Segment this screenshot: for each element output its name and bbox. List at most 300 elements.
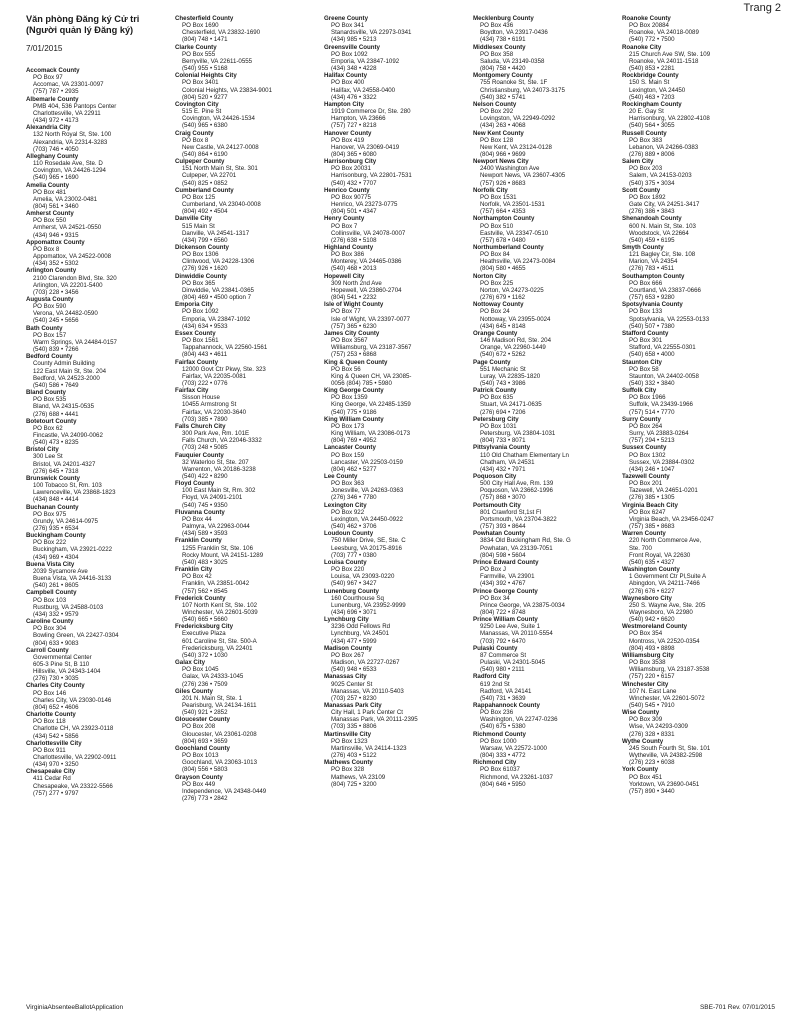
address-line: 300 Lee St [33,453,63,461]
registrar-entry [473,244,623,273]
address-line: 1 Government Ctr Pl,Suite A [629,573,707,581]
address-line: Surry, VA 23883-0264 [629,430,689,438]
address-line: 12000 Govt Ctr Pkwy, Ste. 323 [182,365,266,373]
registrar-entry [622,101,772,130]
address-line: PO Box 61037 [480,766,520,774]
registrar-entry [26,561,176,590]
locality-name: Radford City [473,673,510,681]
address-line: Farmville, VA 23901 [480,573,535,581]
address-line: Christiansburg, VA 24073-3175 [480,86,565,94]
address-line: (804) 492 • 4504 [182,208,228,216]
address-line: (804) 652 • 4606 [33,703,79,711]
address-line: (434) 799 • 6560 [182,236,228,244]
address-line: PO Box 358 [480,50,514,58]
address-line: 1255 Franklin St, Ste. 106 [182,544,254,552]
registrar-entry [622,623,772,652]
address-line: 300 Park Ave, Rm. 101E [182,430,250,438]
address-line: PO Box 208 [182,723,216,731]
address-line: (540) 635 • 4327 [629,558,675,566]
registrar-entry [473,673,623,702]
address-line: PO Box 125 [182,193,216,201]
locality-name: Grayson County [175,773,223,781]
registrar-entry [175,101,325,130]
address-line: 107 N. East Lane [629,687,677,695]
registrar-entry [175,273,325,302]
registrar-entry [473,273,623,302]
address-line: Galax, VA 24333-1045 [182,673,244,681]
address-line: (757) 664 • 4353 [480,208,526,216]
registrar-entry [26,589,176,618]
address-line: PO Box 922 [331,508,365,516]
locality-name: Prince George County [473,587,538,595]
locality-name: Alleghany County [26,152,79,160]
locality-name: Essex County [175,329,216,337]
address-line: PO Box 1966 [629,394,666,402]
address-line: Heathsville, VA 22473-0084 [480,258,556,266]
address-line: (276) 889 • 8006 [629,150,675,158]
locality-name: Lynchburg City [324,616,369,624]
address-line: PO Box 365 [182,279,216,287]
locality-name: Charles City County [26,682,85,690]
address-line: (434) 985 • 5213 [331,36,377,44]
address-line: 10455 Armstrong St [182,401,237,409]
registrar-entry [622,766,772,795]
address-line: Williamsburg, VA 23187-3538 [629,666,710,674]
address-line: (276) 783 • 4511 [629,265,675,273]
registrar-entry [473,15,623,44]
address-line: Fredericksburg, VA 22401 [182,644,253,652]
address-line: Sussex, VA 23884-0302 [629,458,695,466]
address-line: (540) 245 • 5656 [33,317,79,325]
address-line: Abingdon, VA 24211-7466 [629,580,700,588]
locality-name: Albemarle County [26,95,79,103]
locality-name: Botetourt County [26,417,77,425]
address-line: Alexandria, VA 22314-3283 [33,138,108,146]
address-line: PO Box 34 [480,594,510,602]
locality-name: Nelson County [473,100,517,108]
registrar-entry [324,673,474,702]
address-line: 9250 Lee Ave, Suite 1 [480,623,540,631]
address-line: PO Box 42 [182,573,212,581]
locality-name: Waynesboro City [622,594,672,602]
address-line: (757) 653 • 9280 [629,294,675,302]
address-line: Montross, VA 22520-0354 [629,637,700,645]
address-line: Leesburg, VA 20175-8916 [331,544,402,552]
address-line: (757) 727 • 8218 [331,122,377,130]
address-line: 100 East Main St, Rm. 302 [182,487,256,495]
address-line: Chesapeake, VA 23322-5566 [33,782,113,790]
address-line: Fairfax, VA 22035-0081 [182,372,247,380]
address-line: (540) 382 • 5741 [480,93,526,101]
address-line: (434) 634 • 9533 [182,322,228,330]
address-line: (540) 980 • 2111 [480,666,525,674]
address-line: PO Box 133 [629,308,663,316]
address-line: (540) 473 • 8235 [33,439,79,447]
address-line: (804) 580 • 4655 [480,265,526,273]
address-line: Buckingham, VA 23921-0222 [33,546,113,554]
registrar-entry [175,301,325,330]
registrar-entry [622,681,772,710]
address-line: (276) 688 • 4441 [33,410,79,418]
address-line: Portsmouth, VA 23704-3822 [480,515,557,523]
locality-name: Portsmouth City [473,501,521,509]
registrar-entry [324,72,474,101]
address-line: Winchester, VA 22601-5072 [629,694,705,702]
locality-name: Norton City [473,272,507,280]
address-line: PO Box 292 [480,108,514,116]
address-line: Staunton, VA 24402-0058 [629,372,699,380]
locality-name: Bristol City [26,446,59,454]
registrar-entry [26,446,176,475]
registrar-entry [324,158,474,187]
registrar-entry [473,416,623,445]
registrar-entry [26,182,176,211]
registrar-entry [175,72,325,101]
address-line: (804) 769 • 4952 [331,437,377,445]
address-line: (540) 775 • 9186 [331,408,377,416]
address-line: Virginia Beach, VA 23456-0247 [629,515,714,523]
address-line: Chatham, VA 24531 [480,458,535,466]
address-line: 755 Roanoke St, Ste. 1F [480,79,548,87]
registrar-entry [26,153,176,182]
address-line: PO Box 590 [33,303,67,311]
registrar-entry [622,15,772,44]
registrar-entry [26,532,176,561]
registrar-entry [622,187,772,216]
address-line: Lynchburg, VA 24501 [331,630,390,638]
address-line: PO Box 20884 [629,22,669,30]
address-line: 2400 Washington Ave [480,165,540,173]
locality-name: Madison County [324,644,372,652]
address-line: Hopewell, VA 23860-2704 [331,286,402,294]
locality-name: Floyd County [175,480,215,488]
locality-name: Warren County [622,530,666,538]
address-line: (434) 645 • 8148 [480,322,526,330]
address-line: 551 Mechanic St [480,365,526,373]
locality-name: Chesapeake City [26,768,76,776]
address-line: Wytheville, VA 24382-2598 [629,752,703,760]
address-line: PO Box 201 [629,480,663,488]
registrar-entry [324,588,474,617]
page-number: Trang 2 [743,2,781,14]
registrar-entry [622,130,772,159]
address-line: (804) 541 • 2232 [331,294,377,302]
address-line: (540) 422 • 8290 [182,473,228,480]
locality-name: Goochland County [175,744,230,752]
address-line: PO Box 666 [629,279,663,287]
address-line: PO Box 400 [331,79,365,87]
registrar-entry [473,645,623,674]
address-line: Eastville, VA 23347-0510 [480,229,549,237]
locality-name: Spotsylvania County [622,301,683,309]
address-line: Verona, VA 24482-0590 [33,310,98,318]
address-line: Lexington, VA 24450 [629,86,686,94]
address-line: (540) 459 • 6195 [629,236,675,244]
registrar-entry [324,101,474,130]
locality-name: Scott County [622,186,661,194]
address-line: Culpeper, VA 22701 [182,172,237,180]
address-line: Front Royal, VA 22630 [629,551,691,559]
address-line: 3834 Old Buckingham Rd, Ste. G [480,537,571,545]
locality-name: Bland County [26,389,66,397]
registrar-entry [175,130,325,159]
address-line: Tappahannock, VA 22560-1561 [182,344,268,352]
address-line: Rocky Mount, VA 24151-1289 [182,551,264,559]
address-line: PO Box 3538 [629,659,666,667]
address-line: Charles City, VA 23030-0146 [33,696,112,704]
locality-name: Wise County [622,709,660,717]
address-line: (804) 725 • 3200 [331,780,377,788]
locality-name: Poquoson City [473,473,517,480]
address-line: (276) 385 • 1305 [629,494,675,502]
locality-name: Petersburg City [473,415,519,423]
address-line: (434) 332 • 9579 [33,610,79,618]
address-line: (804) 561 • 3460 [33,202,79,210]
registrar-entry [26,353,176,389]
registrar-entry [175,244,325,273]
locality-name: Loudoun County [324,530,374,538]
address-line: 32 Waterloo St, Ste. 207 [182,458,249,466]
address-line: PO Box 1302 [629,451,666,459]
address-line: (276) 694 • 7206 [480,408,526,416]
registrar-entry [622,244,772,273]
locality-name: Caroline County [26,618,74,626]
locality-name: Frederick County [175,594,226,602]
registrar-entry [175,659,325,688]
registrar-entry [622,652,772,681]
registrar-entry [324,731,474,760]
address-line: Charlottesville, VA 22902-0911 [33,754,117,761]
address-line: (540) 483 • 3025 [182,558,228,566]
locality-name: Wythe County [622,737,664,745]
address-line: Executive Plaza [182,630,226,638]
locality-name: Colonial Heights City [175,72,237,80]
address-line: (804) 633 • 9083 [33,639,79,647]
address-line: PO Box 44 [182,515,212,523]
address-line: Spotsylvania, VA 22553-0133 [629,315,710,323]
address-line: Danville, VA 24541-1317 [182,229,250,237]
registrar-column-5 [622,15,772,795]
address-line: PO Box 62 [33,424,63,432]
registrar-entry [622,595,772,624]
address-line: (540) 665 • 5660 [182,616,228,624]
address-line: Petersburg, VA 23804-1031 [480,430,556,438]
address-line: Norfolk, VA 23501-1531 [480,201,545,209]
address-line: Warsaw, VA 22572-1000 [480,744,547,752]
locality-name: Shenandoah County [622,215,682,223]
address-line: (540) 965 • 6380 [182,122,228,130]
address-line: Lexington, VA 24450-0922 [331,515,403,523]
address-line: Stuart, VA 24171-0635 [480,401,542,409]
locality-name: Williamsburg City [622,651,674,659]
registrar-entry [622,301,772,330]
address-line: Norton, VA 24273-0225 [480,286,544,294]
registrar-entry [324,44,474,73]
address-line: (804) 722 • 8748 [480,608,526,616]
address-line: Franklin, VA 23851-0042 [182,580,250,588]
address-line: Washington, VA 22747-0236 [480,716,558,724]
address-line: (434) 348 • 4228 [331,65,377,73]
address-line: (757) 365 • 6230 [331,322,377,330]
address-line: Amelia, VA 23002-0481 [33,195,98,203]
address-line: (540) 375 • 3034 [629,179,675,187]
address-line: PO Box 1000 [480,737,517,745]
registrar-entry [473,702,623,731]
address-line: Monterey, VA 24465-0386 [331,258,402,266]
registrar-entry [26,647,176,683]
registrar-entry [324,616,474,645]
address-line: King George, VA 22485-1359 [331,401,411,409]
locality-name: Prince William County [473,616,538,624]
registrar-entry [175,480,325,509]
locality-name: Campbell County [26,589,77,597]
address-line: County Admin Building [33,360,95,368]
address-line: PO Box 309 [629,716,663,724]
locality-name: Fairfax City [175,387,209,395]
locality-name: Pittsylvania County [473,444,530,452]
registrar-entry [175,15,325,44]
address-line: Hillsville, VA 24343-1404 [33,668,101,676]
registrar-entry [324,130,474,159]
registrar-entry [324,473,474,502]
address-line: (434) 738 • 6191 [480,36,526,44]
locality-name: Hopewell City [324,272,365,280]
registrar-entry [622,530,772,566]
address-line: (757) 253 • 6868 [331,351,377,359]
address-line: PO Box 128 [480,136,514,144]
registrar-entry [175,158,325,187]
address-line: (540) 825 • 0852 [182,179,228,187]
locality-name: Halifax County [324,72,367,80]
address-line: King & Queen CH, VA 23085- [331,372,412,380]
address-line: Buena Vista, VA 24416-3133 [33,575,112,583]
locality-name: Russell County [622,129,667,137]
registrar-entry [26,210,176,239]
address-line: Saluda, VA 23149-0358 [480,57,545,65]
address-line: PO Box 354 [629,630,663,638]
address-line: Stafford, VA 22555-0301 [629,344,696,352]
registrar-entry [473,301,623,330]
address-line: PO Box 103 [33,596,67,604]
address-line: (276) 328 • 8331 [629,730,675,738]
address-line: (804) 443 • 4611 [182,351,228,359]
address-line: 110 Rosedale Ave, Ste. D [33,160,103,168]
address-line: (540) 948 • 6533 [331,666,377,674]
locality-name: Suffolk City [622,387,657,395]
address-line: (434) 432 • 7971 [480,465,526,473]
address-line: Suffolk, VA 23439-1966 [629,401,693,409]
address-line: (540) 675 • 5380 [480,723,526,731]
page-title: Văn phòng Đăng ký Cử tri (Người quản lý Đăng ký) [26,14,140,35]
address-line: Lancaster, VA 22503-0159 [331,458,403,466]
address-line: (540) 745 • 9350 [182,501,228,509]
address-line: Williamsburg, VA 23187-3567 [331,344,412,352]
address-line: Collinsville, VA 24078-0007 [331,229,406,237]
locality-name: Manassas City [324,673,367,681]
address-line: (703) 335 • 8806 [331,723,377,731]
address-line: King William, VA 23086-0173 [331,430,411,438]
address-line: (434) 946 • 9315 [33,231,79,239]
registrar-entry [26,389,176,418]
address-line: 1919 Commerce Dr, Ste. 280 [331,108,411,116]
locality-name: Dinwiddie County [175,272,227,280]
address-line: PO Box 1092 [331,50,368,58]
address-line: 9025 Center St [331,680,373,688]
address-line: PO Box 146 [33,689,67,697]
registrar-entry [473,387,623,416]
address-line: (804) 598 • 5604 [480,551,526,559]
registrar-entry [324,273,474,302]
locality-name: Charlotte County [26,711,76,719]
address-line: PO Box 911 [33,746,66,754]
locality-name: Lunenburg County [324,587,379,595]
address-line: (434) 969 • 4304 [33,553,79,561]
address-line: PO Box 157 [33,331,67,339]
address-line: PO Box 1323 [331,737,368,745]
registrar-entry [175,215,325,244]
address-line: Falls Church, VA 22046-3332 [182,437,262,445]
address-line: Richmond, VA 23261-1037 [480,773,553,781]
address-line: PO Box 975 [33,510,67,518]
locality-name: King & Queen County [324,358,388,366]
registrar-entry [473,616,623,645]
address-line: PO Box 267 [331,651,365,659]
registrar-entry [26,618,176,647]
registrar-entry [622,502,772,531]
address-line: (540) 468 • 2013 [331,265,377,273]
registrar-entry [473,559,623,588]
locality-name: Washington County [622,566,680,574]
address-line: Roanoke, VA 24011-1518 [629,57,699,65]
address-line: 146 Madison Rd, Ste. 204 [480,337,552,345]
address-line: PO Box 328 [331,766,365,774]
address-line: Orange, VA 22960-1449 [480,344,546,352]
address-line: 150 S. Main St [629,79,670,87]
address-line: PO Box 77 [331,308,361,316]
address-line: PO Box 301 [629,337,663,345]
locality-name: Augusta County [26,296,74,303]
address-line: (804) 462 • 5277 [331,465,377,473]
address-line: (540) 507 • 7380 [629,322,675,330]
locality-name: Hampton City [324,100,364,108]
address-line: Fairfax, VA 22030-3640 [182,408,247,416]
address-line: (276) 679 • 1162 [480,294,526,302]
locality-name: Lexington City [324,501,367,509]
locality-name: York County [622,766,659,774]
address-line: (703) 385 • 7890 [182,415,228,423]
address-line: (540) 955 • 5168 [182,65,228,73]
locality-name: Rockbridge County [622,72,679,80]
locality-name: Norfolk City [473,186,508,194]
address-line: PO Box 3567 [331,337,368,345]
registrar-entry [26,67,176,96]
registrar-entry [473,530,623,559]
address-line: Yorktown, VA 23690-0451 [629,780,700,788]
locality-name: Highland County [324,244,374,251]
address-line: Lebanon, VA 24266-0383 [629,143,699,151]
address-line: 3236 Odd Fellows Rd [331,623,391,631]
address-line: PO Box 56 [331,365,361,373]
address-line: (276) 676 • 6227 [629,587,675,595]
address-line: (804) 365 • 6080 [331,150,377,158]
locality-name: Craig County [175,129,214,137]
address-line: (434) 542 • 5856 [33,732,79,740]
address-line: PO Box 97 [33,74,63,82]
address-line: 160 Courthouse Sq [331,594,384,602]
locality-name: Salem City [622,158,654,166]
locality-name: Hanover County [324,129,372,137]
address-line: 600 N. Main St, Ste. 103 [629,222,696,230]
